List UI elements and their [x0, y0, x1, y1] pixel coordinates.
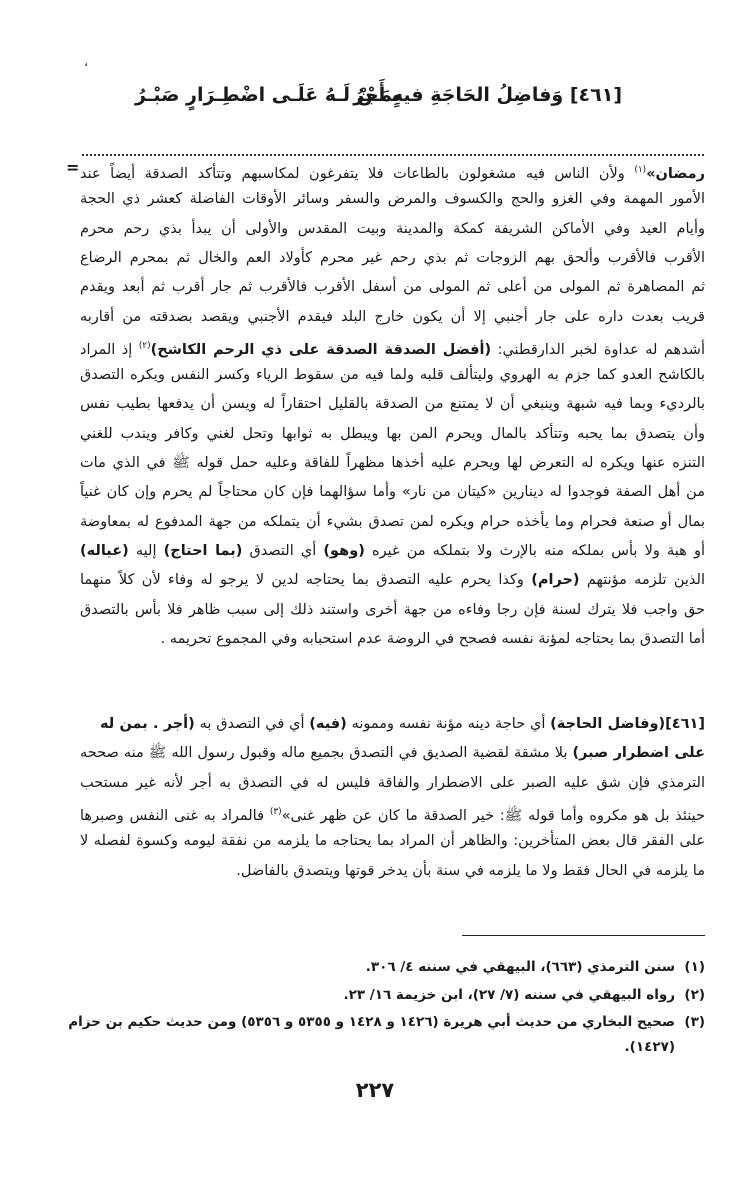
text-line [80, 160, 705, 184]
text-segment: الأقرب فالأقرب وألحق بهم الزوجات ثم بذي رحم غير محرم كأولاد العم والخال ثم بمحرم الرضاع [80, 249, 705, 266]
footnote-number: (١) [684, 959, 705, 975]
corner-mark: ، [84, 55, 88, 69]
text-line [80, 394, 705, 414]
matn-text: (وفاضل الحاجة) [550, 716, 666, 732]
text-segment: أو هبة ولا بأس بملكه منه بالإرث ولا بتملكه من غيره [364, 542, 705, 559]
footnote-separator [462, 935, 705, 936]
text-segment: الأمور المهمة وفي الغزو والحج والكسوف والمرض والسفر وسائر الأوقات الفاضلة كعشر ذي الحجة [80, 191, 705, 208]
page-number: ٢٢٧ [355, 1078, 395, 1102]
text-segment: التنزه عنها ويكره له التعرض لها ويحرم عليه أخذها مظهراً للفاقة وعليه حمل قوله ﷺ في الذي مات [80, 455, 705, 471]
text-segment: وأن يتصدق بما يحبه وتتأكد بالمال ويحرم المن بها ويبطل به ثوابها وتحل لغني وكافر ويندب للغني [80, 425, 705, 442]
text-line [80, 512, 705, 532]
matn-text: (أفضل الصدقة الصدقة على ذي الرحم الكاشح) [150, 341, 492, 358]
text-line [80, 861, 705, 881]
text-line [80, 365, 705, 385]
text-line [80, 248, 705, 268]
text-segment: الذين تلزمه مؤنتهم [579, 572, 705, 589]
text-line [80, 336, 705, 360]
text-line [80, 541, 705, 561]
text-segment: إليه [128, 542, 164, 559]
text-segment: أي في التصدق به [194, 716, 310, 732]
matn-text: (عياله) [80, 542, 129, 559]
continuation-mark: = [66, 158, 80, 177]
text-segment: حق واجب فلا يترك لسنة فإن رجا وفاءه من جهة أخرى واستند ذلك إلى سبب ظاهر فلا بأس بالتصدق [80, 601, 705, 618]
text-segment: قريب بعدت داره على جار أجنبي إلا أن يكون خارج البلد فيقدم الأجنبي ويقصد بصدقته من أقاربه [80, 308, 705, 325]
text-segment: أي حاجة دينه مؤنة نفسه وممونه [346, 716, 551, 732]
text-line [80, 570, 705, 590]
text-segment: ما يلزمه في الحال فقط ولا ما يلزمه في سنة بأن يدخر قوتها ويتصدق بالفاضل. [236, 862, 705, 879]
header-dotted-divider [82, 154, 704, 156]
text-segment: حينئذ بل هو مكروه وأما قوله ﷺ: خير الصدقة ما كان عن ظهر غنى» [281, 807, 705, 824]
footnote [80, 985, 705, 1005]
verse-first-hemistich: [٤٦١] وَفاضِلُ الحَاجَةِ فيهِ أَجْرُ [353, 84, 622, 106]
text-line [80, 831, 705, 851]
text-line [80, 600, 705, 620]
text-line [80, 453, 705, 473]
matn-text: (بما احتاج) [163, 542, 243, 559]
text-segment: بالكاشح العدو كما جزم به الهروي وليتألف قلبه ولما فيه من سقوط الرياء وكسر النفس ويكره التصدق [80, 367, 705, 384]
text-segment: بمال أو صنعة فحرام وما يأخذه حرام ويكره لمن تصدق بشيء أن يتملكه من جهة المدفوع له بمعاوضة [80, 513, 705, 530]
text-segment: على الفقر قال بعض المتأخرين: والظاهر أن المراد بما يحتاجه ما يلزمه من نفقة ليومه وكسوة لفصله لا [80, 833, 705, 850]
text-line [80, 424, 705, 444]
text-line [80, 629, 705, 649]
footnote-text: صحيح البخاري من حديث أبي هريرة (١٤٢٦ و ١٤٢٨ و ٥٣٥٥ و ٥٣٥٦) ومن حديث حكيم بن حزام [68, 1014, 675, 1030]
text-line [80, 219, 705, 239]
footnote-number: (٣) [684, 1014, 705, 1030]
matn-text: رمضان» [646, 165, 705, 182]
text-line [100, 714, 705, 734]
matn-text: (فيه) [309, 716, 347, 732]
matn-text: على اضطرار صبر) [572, 745, 705, 762]
text-segment: أي التصدق [242, 542, 324, 559]
text-segment: بلا مشقة لقضية الصديق في التصدق بجميع ماله وقبول رسول الله ﷺ منه صححه [80, 745, 573, 762]
text-line [80, 482, 705, 502]
matn-text: [٤٦١] [665, 716, 705, 732]
text-segment: أشدهم له عداوة لخبر الدارقطني: [491, 341, 705, 358]
text-segment: إذ المراد [80, 341, 139, 358]
text-line [80, 307, 705, 327]
matn-text: (أجر . بمن له [100, 716, 195, 732]
matn-text: (وهو) [323, 542, 365, 559]
footnote-reference: (١) [634, 165, 647, 175]
text-line [80, 189, 705, 209]
text-segment: من أهل الصفة فوجدوا له دينارين «كيتان من نار» وأما سؤالهما فإن كان محتاجاً لم يحرم وإن كان غنياً [80, 484, 705, 501]
text-segment: ولأن الناس فيه مشغولون بالطاعات فلا يتفرغون لمكاسبهم وتتأكد الصدقة أيضاً عند [80, 165, 635, 182]
footnote-text: سنن الترمذي (٦٦٣)، البيهقي في سننه ٤/ ٣٠٦. [365, 959, 675, 975]
text-segment: وكذا يحرم عليه التصدق بما يحتاجه لدين لا يرجو له وفاء لأن كلاً منهما [80, 572, 532, 589]
text-segment: فالمراد به غنى النفس وصبرها [80, 807, 270, 824]
footnote [80, 957, 705, 977]
footnote-reference: (٢) [138, 340, 151, 351]
text-segment: ثم المصاهرة ثم المولى من أعلى ثم المولى من أسفل الأقرب فالأقرب ثم جار أقرب ثم أبعد ويقدم [80, 279, 705, 296]
footnote-reference: (٣) [269, 806, 282, 817]
text-segment: بالرديء وبما فيه شبهة وينبغي أن لا يمتنع من الصدقة بالقليل احتقاراً له ويسن أن يدفعها بطيب نفس [80, 396, 705, 413]
matn-text: (حرام) [531, 572, 580, 589]
footnote-text: رواه البيهقي في سننه (٧/ ٢٧)، ابن خزيمة ١٦/ ٢٣. [343, 987, 675, 1003]
text-segment: وأيام العيد وفي الأماكن الشريفة كمكة والمدينة وبيت المقدس والأولى أن يبدأ بذي رحم محرم [80, 220, 705, 237]
footnote-text: (١٤٢٧). [624, 1039, 675, 1055]
text-line [80, 743, 705, 763]
text-line [80, 773, 705, 793]
footnote-number: (٢) [684, 987, 705, 1003]
text-line [80, 277, 705, 297]
verse-second-hemistich: بِمَـنْ لَـهُ عَلَـى اضْطِـرَارٍ صَبْـرُ [135, 84, 401, 106]
footnote [68, 1012, 705, 1032]
text-line [80, 802, 705, 826]
text-segment: الترمذي فإن شق عليه الصبر على الاضطرار والفاقة فليس له في التصدق به أجر لأنه غير مستحب [80, 774, 705, 791]
footnote [80, 1037, 705, 1057]
text-segment: أما التصدق بما يحتاجه لمؤنة نفسه فصحح في الروضة عدم استحبابه وفي المجموع تحريمه . [160, 630, 705, 647]
